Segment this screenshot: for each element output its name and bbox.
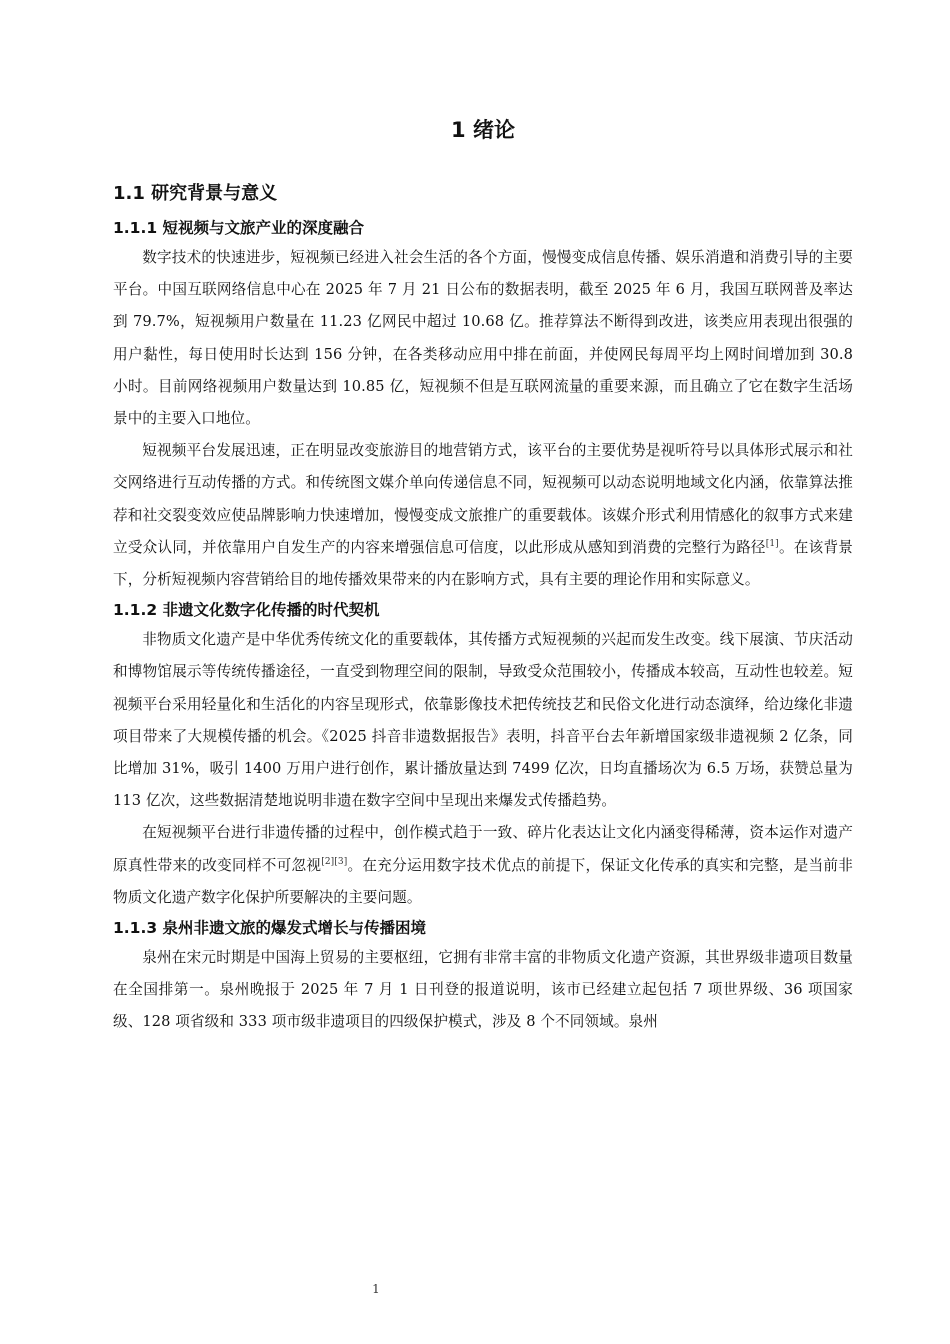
page-number: 1 (372, 1282, 380, 1296)
paragraph: 数字技术的快速进步，短视频已经进入社会生活的各个方面，慢慢变成信息传播、娱乐消遣和消费引导的主要平台。中国互联网络信息中心在 2025 年 7 月 21 日公布的数据表明，截至 2025 年 6 月，我国互联网普及率达到 79.7%，短视频用户数量在 11.23 亿网民中超过 10.68 亿。推荐算法不断得到改进，该类应用表现出很强的用户黏性，每日使用时长达到 156 分钟，在各类移动应用中排在前面，并使网民每周平均上网时间增加到 30.8 小时。目前网络视频用户数量达到 10.85 亿，短视频不但是互联网流量的重要来源，而且确立了它在数字生活场景中的主要入口地位。 (113, 249, 853, 428)
subsection-heading-1-1-1: 1.1.1 短视频与文旅产业的深度融合 (113, 219, 365, 237)
paragraph (113, 817, 853, 914)
paragraph-text: 短视频平台发展迅速，正在明显改变旅游目的地营销方式，该平台的主要优势是视听符号以具体形式展示和社交网络进行互动传播的方式。和传统图文媒介单向传递信息不同，短视频可以动态说明地域文化内涵，依靠算法推荐和社交裂变效应使品牌影响力快速增加，慢慢变成文旅推广的重要载体。该媒介形式利用情感化的叙事方式来建立受众认同，并依靠用户自发生产的内容来增强信息可信度，以此形成从感知到消费的完整行为路径 (113, 442, 853, 556)
paragraph-text: 在短视频平台进行非遗传播的过程中，创作模式趋于一致、碎片化表达让文化内涵变得稀薄，资本运作对遗产原真性带来的改变同样不可忽视 (113, 824, 853, 874)
paragraph-text: 。在充分运用数字技术优点的前提下，保证文化传承的真实和完整，是当前非物质文化遗产数字化保护所要解决的主要问题。 (113, 856, 853, 906)
paragraph-text: 。在该背景下，分析短视频内容营销给目的地传播效果带来的内在影响方式，具有主要的理论作用和实际意义。 (113, 538, 853, 589)
paragraph: 泉州在宋元时期是中国海上贸易的主要枢纽，它拥有非常丰富的非物质文化遗产资源，其世界级非遗项目数量在全国排第一。泉州晚报于 2025 年 7 月 1 日刊登的报道说明，该市已经建立起包括 7 项世界级、36 项国家级、128 项省级和 333 项市级非遗项目的四级保护模式，涉及 8 个不同领域。泉州 (113, 949, 853, 1031)
subsection-heading-1-1-3: 1.1.3 泉州非遗文旅的爆发式增长与传播困境 (113, 919, 427, 938)
citation-ref[interactable]: [1] (765, 538, 779, 549)
citation-ref[interactable]: [2][3] (321, 856, 348, 867)
subsection-heading-1-1-2: 1.1.2 非遗文化数字化传播的时代契机 (113, 601, 380, 620)
page-content (113, 108, 853, 1039)
chapter-title: 1 绪论 (451, 118, 515, 142)
paragraph: 非物质文化遗产是中华优秀传统文化的重要载体，其传播方式短视频的兴起而发生改变。线下展演、节庆活动和博物馆展示等传统传播途径，一直受到物理空间的限制，导致受众范围较小，传播成本较高，互动性也较差。短视频平台采用轻量化和生活化的内容呈现形式，依靠影像技术把传统技艺和民俗文化进行动态演绎，给边缘化非遗项目带来了大规模传播的机会。《2025 抖音非遗数据报告》表明，抖音平台去年新增国家级非遗视频 2 亿条，同比增加 31%，吸引 1400 万用户进行创作，累计播放量达到 7499 亿次，日均直播场次为 6.5 万场，获赞总量为 113 亿次，这些数据清楚地说明非遗在数字空间中呈现出来爆发式传播趋势。 (113, 631, 853, 810)
paragraph (113, 435, 853, 596)
section-heading-1-1: 1.1 研究背景与意义 (113, 183, 278, 204)
